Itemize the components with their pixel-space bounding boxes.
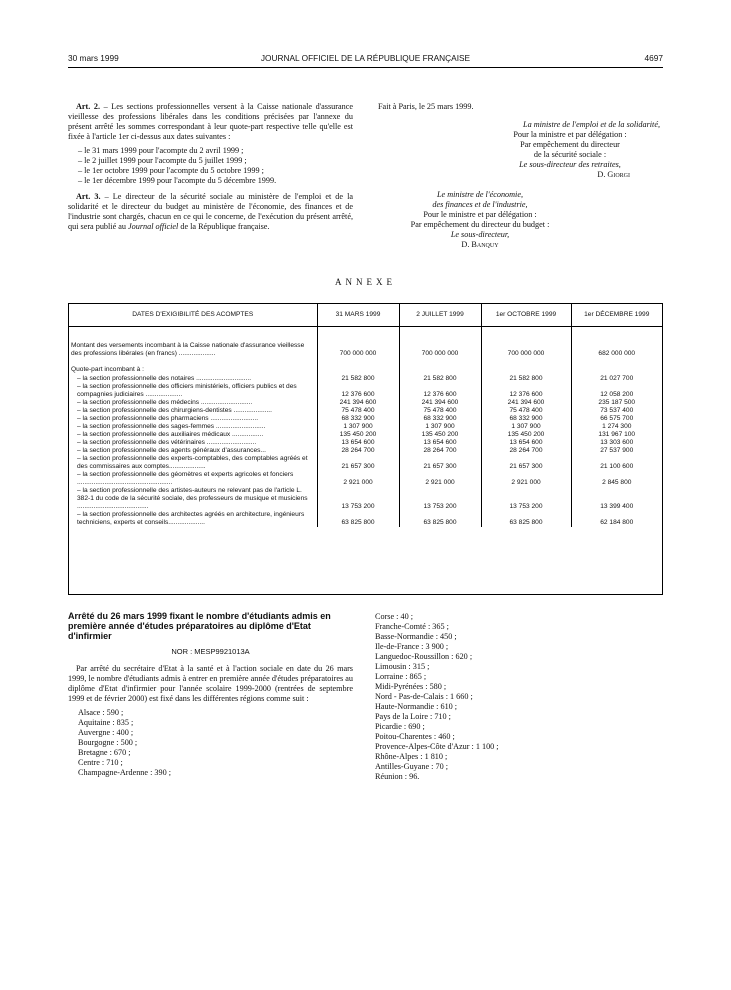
article-3 (68, 192, 353, 232)
row-label: – la section professionnelle des sages-femmes ........................... (77, 422, 266, 430)
regions-list-left (68, 708, 353, 778)
signature-1-minister: La ministre de l'emploi et de la solidarité, (523, 120, 660, 129)
row-label: – la section professionnelle des agents généraux d'assurances... (77, 446, 266, 454)
list-item: Rhône-Alpes : 1 810 ; (375, 752, 448, 761)
signature-2-line: Pour le ministre et par délégation : (423, 210, 537, 219)
table-row (69, 383, 662, 399)
cell-value: 1 307 900 (399, 423, 481, 431)
table-row (69, 439, 662, 447)
cell-value: 12 058 200 (571, 383, 662, 399)
signature-2-minister: des finances et de l'industrie, (432, 200, 528, 209)
cell-value: 21 100 600 (571, 455, 662, 471)
cell-value: 241 394 600 (399, 399, 481, 407)
row-label: – la section professionnelle des experts-comptables, des comptables agréés et des commissaires aux comptes.................... (77, 454, 308, 470)
header-journal-title: JOURNAL OFFICIEL DE LA RÉPUBLIQUE FRANÇAISE (260, 53, 471, 63)
table-row (69, 327, 662, 359)
column-header: 1er DÉCEMBRE 1999 (571, 304, 662, 327)
signature-1-line: Par empêchement du directeur (520, 140, 620, 149)
cell-value: 2 921 000 (317, 471, 399, 487)
articles-column (68, 102, 353, 236)
table-row (69, 399, 662, 407)
header-rule (68, 67, 663, 68)
cell-value: 1 307 900 (481, 423, 571, 431)
table-row (69, 375, 662, 383)
regions-list-right (375, 612, 655, 782)
table-row (69, 415, 662, 423)
list-item: Réunion : 96. (375, 772, 420, 781)
row-label: Quote-part incombant à : (71, 366, 144, 374)
cell-value: 21 657 300 (399, 455, 481, 471)
column-header: 31 MARS 1999 (317, 304, 399, 327)
cell-value: 241 394 600 (317, 399, 399, 407)
cell-value: 63 825 800 (481, 511, 571, 527)
cell-value: 68 332 900 (399, 415, 481, 423)
cell-value: 700 000 000 (317, 327, 399, 359)
cell-value: 73 537 400 (571, 407, 662, 415)
article-2 (68, 102, 353, 142)
signature-2-name: D. Banquy (461, 240, 499, 249)
row-label: – la section professionnelle des médecins ............................ (77, 398, 253, 406)
annexe-table-frame (68, 303, 663, 595)
row-label: – la section professionnelle des géomètres et experts agricoles et fonciers .................................................... (77, 470, 294, 486)
signatures-column (370, 102, 660, 250)
signature-2-title: Le sous-directeur, (450, 230, 510, 239)
signature-2-line: Par empêchement du directeur du budget : (410, 220, 550, 229)
list-item: Ile-de-France : 3 900 ; (375, 642, 449, 651)
list-item: – le 31 mars 1999 pour l'acompte du 2 avril 1999 ; (78, 146, 244, 155)
cell-value: 21 657 300 (481, 455, 571, 471)
column-header: 1er OCTOBRE 1999 (481, 304, 571, 327)
cell-value: 63 825 800 (317, 511, 399, 527)
table-row (69, 359, 662, 375)
list-item: Languedoc-Roussillon : 620 ; (375, 652, 473, 661)
cell-value: 21 582 800 (317, 375, 399, 383)
list-item: Basse-Normandie : 450 ; (375, 632, 457, 641)
annexe-table-body (69, 327, 662, 528)
cell-value: 13 753 200 (481, 487, 571, 511)
cell-value: 21 657 300 (317, 455, 399, 471)
list-item: Auvergne : 400 ; (78, 727, 134, 737)
row-label: – la section professionnelle des chirurgiens-dentistes ..................... (77, 406, 272, 414)
list-item: Bourgogne : 500 ; (78, 737, 138, 747)
list-item: Pays de la Loire : 710 ; (375, 712, 451, 721)
cell-value: 700 000 000 (399, 327, 481, 359)
table-row (69, 487, 662, 511)
article-3-tail: de la République française. (178, 222, 270, 231)
cell-value: 13 654 600 (317, 439, 399, 447)
cell-value: 135 450 200 (399, 431, 481, 439)
cell-value: 75 478 400 (481, 407, 571, 415)
cell-value: 75 478 400 (317, 407, 399, 415)
cell-value: 2 921 000 (399, 471, 481, 487)
cell-value: 13 303 600 (571, 439, 662, 447)
cell-value: 13 753 200 (317, 487, 399, 511)
table-row (69, 511, 662, 527)
table-row (69, 471, 662, 487)
cell-value: 68 332 900 (481, 415, 571, 423)
journal-officiel: Journal officiel (128, 222, 179, 231)
table-row (69, 431, 662, 439)
cell-value: 66 575 700 (571, 415, 662, 423)
list-item: Aquitaine : 835 ; (78, 717, 134, 727)
list-item: Poitou-Charentes : 460 ; (375, 732, 455, 741)
table-header-row (69, 304, 662, 327)
annexe-table (69, 304, 662, 527)
list-item: Lorraine : 865 ; (375, 672, 427, 681)
list-item: – le 2 juillet 1999 pour l'acompte du 5 juillet 1999 ; (78, 156, 247, 165)
cell-value: 2 921 000 (481, 471, 571, 487)
row-label: – la section professionnelle des artistes-auteurs ne relevant pas de l'article L. 382-1 du code de la sécurité sociale, des professeurs de musique et musiciens ....................................... (77, 486, 308, 510)
cell-value: 75 478 400 (399, 407, 481, 415)
cell-value: 682 000 000 (571, 327, 662, 359)
cell-value: 135 450 200 (317, 431, 399, 439)
list-item: – le 1er décembre 1999 pour l'acompte du 5 décembre 1999. (78, 176, 277, 185)
article-3-label: Art. 3. (76, 192, 101, 201)
list-item: – le 1er octobre 1999 pour l'acompte du 5 octobre 1999 ; (78, 166, 264, 175)
table-row (69, 455, 662, 471)
cell-value: 13 753 200 (399, 487, 481, 511)
cell-value: 12 376 600 (317, 383, 399, 399)
cell-value: 1 307 900 (317, 423, 399, 431)
row-label: – la section professionnelle des vétérinaires ........................... (77, 438, 257, 446)
row-label: – la section professionnelle des notaires .............................. (77, 374, 252, 382)
cell-value: 63 825 800 (399, 511, 481, 527)
column-header: DATES D'EXIGIBILITÉ DES ACOMPTES (69, 304, 317, 327)
list-item: Nord - Pas-de-Calais : 1 660 ; (375, 692, 473, 701)
cell-value: 235 187 500 (571, 399, 662, 407)
arrete-nor: NOR : MESP9921013A (171, 646, 250, 656)
row-label: – la section professionnelle des pharmaciens .......................... (77, 414, 259, 422)
column-header: 2 JUILLET 1999 (399, 304, 481, 327)
signature-2-minister: Le ministre de l'économie, (436, 190, 524, 199)
header-date: 30 mars 1999 (68, 53, 119, 63)
arrete-title: Arrêté du 26 mars 1999 fixant le nombre d'étudiants admis en première année d'études préparatoires au diplôme d'Etat d'infirmier (68, 611, 331, 641)
place-date: Fait à Paris, le 25 mars 1999. (378, 102, 474, 111)
list-item: Haute-Normandie : 610 ; (375, 702, 458, 711)
cell-value: 2 845 800 (571, 471, 662, 487)
cell-value: 700 000 000 (481, 327, 571, 359)
signature-1-title: Le sous-directeur des retraites, (519, 160, 621, 169)
list-item: Limousin : 315 ; (375, 662, 430, 671)
cell-value: 135 450 200 (481, 431, 571, 439)
cell-value: 13 399 400 (571, 487, 662, 511)
row-label: – la section professionnelle des auxiliaires médicaux ................. (77, 430, 264, 438)
article-2-label: Art. 2. (76, 102, 101, 111)
signature-1-line: de la sécurité sociale : (533, 150, 607, 159)
cell-value: 131 967 100 (571, 431, 662, 439)
cell-value: 12 376 600 (399, 383, 481, 399)
header-page-number: 4697 (644, 53, 663, 63)
row-label: – la section professionnelle des officiers ministériels, officiers publics et des compagnies judiciaires .................... (77, 382, 297, 398)
article-2-dates (78, 146, 353, 186)
cell-value: 28 264 700 (481, 447, 571, 455)
list-item: Alsace : 590 ; (78, 707, 124, 717)
row-label: Montant des versements incombant à la Caisse nationale d'assurance vieillesse des professions libérales (en francs) .................... (71, 342, 305, 358)
cell-value: 62 184 800 (571, 511, 662, 527)
list-item: Bretagne : 670 ; (78, 747, 131, 757)
cell-value: 1 274 300 (571, 423, 662, 431)
article-2-text: – Les sections professionnelles versent à la Caisse nationale d'assurance vieillesse des professions libérales dans les conditions précisées par l'annexe du présent arrêté les sommes correspondant à leur quote-part respective telle qu'elle est fixée à l'article 1er ci-dessus aux dates suivantes : (68, 102, 353, 141)
arrete-column (68, 612, 353, 778)
cell-value: 21 582 800 (481, 375, 571, 383)
signature-1-name: D. Giorgi (597, 170, 630, 179)
table-row (69, 407, 662, 415)
cell-value: 28 264 700 (399, 447, 481, 455)
arrete-text: Par arrêté du secrétaire d'Etat à la santé et à l'action sociale en date du 26 mars 1999, le nombre d'étudiants admis à entrer en première année d'études préparatoires au diplôme d'Etat d'infirmier pour l'année scolaire 1999-2000 (rentrées de septembre 1999 et de février 2000) est fixé dans les différentes régions comme suit : (68, 663, 353, 703)
list-item: Champagne-Ardenne : 390 ; (78, 767, 171, 777)
list-item: Provence-Alpes-Côte d'Azur : 1 100 ; (375, 742, 499, 751)
signature-1-line: Pour la ministre et par délégation : (513, 130, 627, 139)
article-3-text: – Le directeur de la sécurité sociale au ministère de l'emploi et de la solidarité et le directeur du budget au ministère de l'économie, des finances et de l'industrie sont chargés, chacun en ce qui le concerne, de l'exécution du présent arrêté, qui sera publié au (68, 192, 353, 231)
cell-value: 68 332 900 (317, 415, 399, 423)
cell-value: 27 537 900 (571, 447, 662, 455)
cell-value: 241 394 600 (481, 399, 571, 407)
cell-value: 28 264 700 (317, 447, 399, 455)
table-row (69, 447, 662, 455)
cell-value: 21 027 700 (571, 375, 662, 383)
list-item: Picardie : 690 ; (375, 722, 425, 731)
list-item: Centre : 710 ; (78, 757, 123, 767)
cell-value: 13 654 600 (399, 439, 481, 447)
list-item: Corse : 40 ; (375, 612, 413, 621)
list-item: Franche-Comté : 365 ; (375, 622, 449, 631)
list-item: Midi-Pyrénées : 580 ; (375, 682, 447, 691)
annexe-title: ANNEXE (335, 277, 396, 287)
list-item: Antilles-Guyane : 70 ; (375, 762, 448, 771)
cell-value: 21 582 800 (399, 375, 481, 383)
cell-value: 12 376 600 (481, 383, 571, 399)
table-row (69, 423, 662, 431)
row-label: – la section professionnelle des architectes agréés en architecture, ingénieurs techniciens, experts et conseils.................... (77, 511, 305, 527)
cell-value: 13 654 600 (481, 439, 571, 447)
